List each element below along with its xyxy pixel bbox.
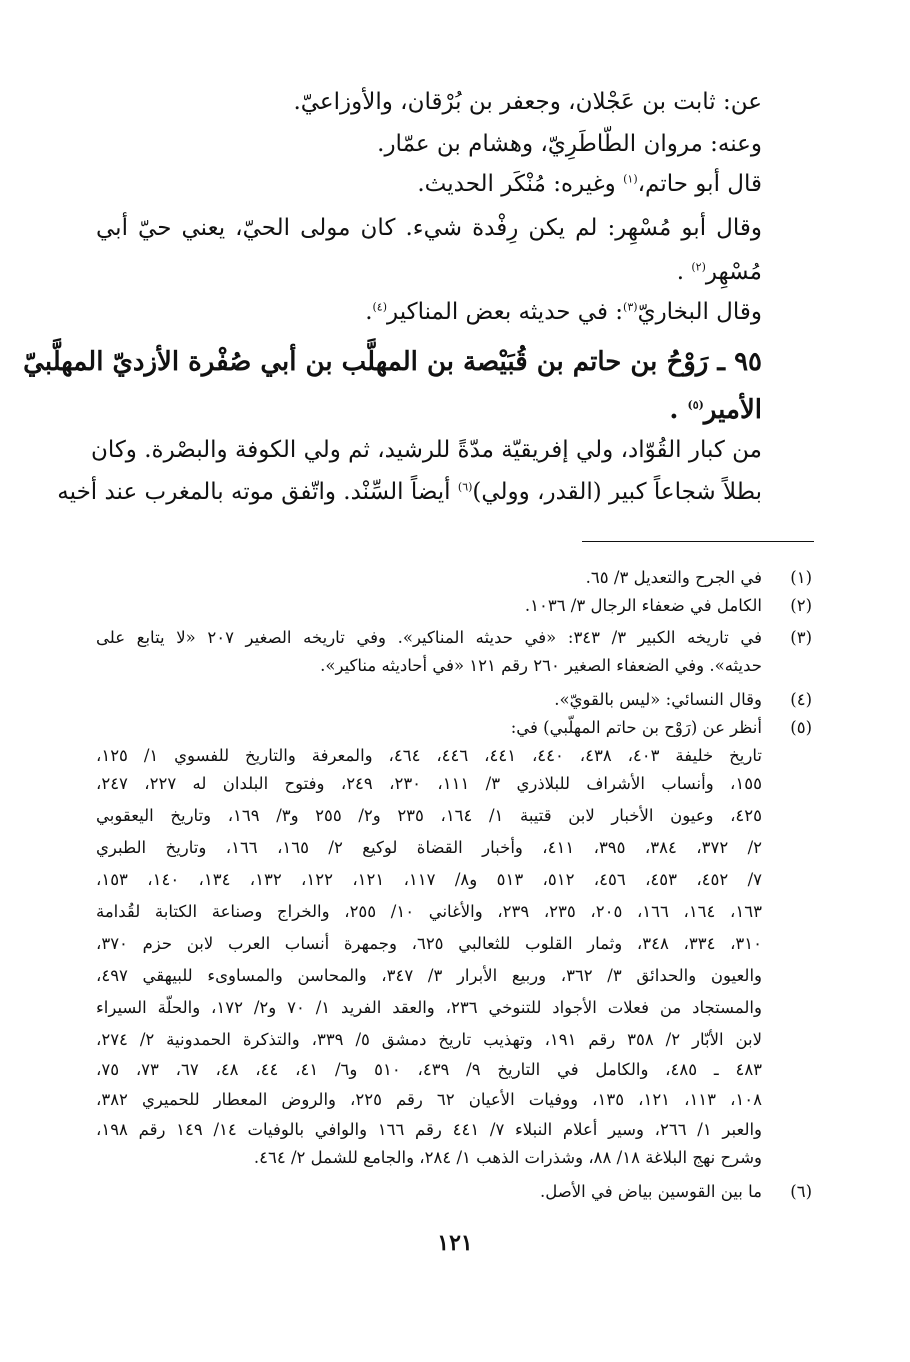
text-line-6: وقال البخاريّ$^{(٣)}$: في حديثه بعض المناكير$^{(٤)}$.	[365, 299, 762, 325]
footnote-ref: (٦)	[457, 480, 473, 494]
footnote-6: ما بين القوسين بياض في الأصل.	[539, 1182, 762, 1201]
footnote-5-line: ٢/ ٣٧٢، ٣٨٤، ٣٩٥، ٤١١، وأخبار القضاة لوكيع ٢/ ١٦٥، ١٦٦، وتاريخ الطبري	[96, 838, 763, 857]
footnote-2: الكامل في ضعفاء الرجال ٣/ ١٠٣٦.	[524, 596, 762, 615]
footnote-3-line-1: في تاريخه الكبير ٣/ ٣٤٣: «في حديثه المناكير». وفي تاريخه الصغير ٢٠٧ «لا يتابع على	[96, 628, 762, 647]
footnote-5-line: وشرح نهج البلاغة ١٨/ ٨٨، وشذرات الذهب ١/ ٢٨٤، والجامع للشمل ٢/ ٤٦٤.	[253, 1148, 762, 1167]
text-line-9: من كبار القُوّاد، ولي إفريقيّة مدّةً للرشيد، ثم ولي الكوفة والبصْرة. وكان	[90, 437, 762, 463]
text-line-2: وعنه: مروان الطّاطَرِيّ، وهشام بن عمّار.	[377, 131, 762, 157]
text-line-1: عن: ثابت بن عَجْلان، وجعفر بن بُرْقان، والأوزاعيّ.	[293, 89, 762, 115]
footnote-5-line: لابن الأبّار ٢/ ٣٥٨ رقم ١٩١، وتهذيب تاريخ دمشق ٥/ ٣٣٩، والتذكرة الحمدونية ٢/ ٢٧٤،	[96, 1030, 763, 1049]
entry-heading: ٩٥ ـ رَوْحُ بن حاتم بن قُبَيْصة بن المهلَّب بن أبي صُفْرة الأزديّ المهلَّبيّ	[23, 347, 762, 377]
footnote-3-line-2: حديثه». وفي الضعفاء الصغير ٢٦٠ رقم ١٢١ «في أحاديثه مناكير».	[320, 656, 762, 675]
footnote-5-line: والعبر ١/ ٢٦٦، وسير أعلام النبلاء ٧/ ٤٤١ رقم ١٦٦ والوافي بالوفيات ١٤/ ١٤٩ رقم ١٩٨،	[96, 1120, 763, 1139]
footnote-1: في الجرح والتعديل ٣/ ٦٥.	[585, 568, 762, 587]
footnote-5-line: ١٠٨، ١١٣، ١٢١، ١٣٥، ووفيات الأعيان ٦٢ رقم ٢٢٥، والروض المعطار للحميري ٣٨٢،	[96, 1090, 763, 1109]
text-line-3: قال أبو حاتم،$^{(١)}$ وغيره: مُنْكَر الحديث.	[417, 171, 762, 197]
footnote-separator	[582, 541, 814, 542]
footnote-5-line: والمستجاد من فعلات الأجواد للتنوخي ٢٣٦، والعقد الفريد ١/ ٧٠ و٢/ ١٧٢، والحلّة السيراء	[96, 998, 762, 1017]
footnote-number: (٢)	[790, 596, 812, 615]
text-line-10: بطلاً شجاعاً كبير (القدر، وولي)$^{(٦)}$ أيضاً السِّنْد. واتّفق موته بالمغرب عند أخيه	[57, 479, 762, 505]
footnote-5-line: ٤٢٥، وعيون الأخبار لابن قتيبة ١/ ١٦٤، ٢٣٥ و٢/ ٢٥٥ و٣/ ١٦٩، وتاريخ اليعقوبي	[96, 806, 762, 825]
footnote-5-line: ٣١٠، ٣٣٤، ٣٤٨، وثمار القلوب للثعالبي ٦٢٥، وجمهرة أنساب العرب لابن حزم ٣٧٠،	[96, 934, 763, 953]
footnote-ref: (٥)	[687, 398, 704, 412]
footnote-4: وقال النسائي: «ليس بالقويّ».	[554, 690, 762, 709]
footnote-5-line: والعيون والحدائق ٣/ ٣٦٢، وربيع الأبرار ٣/ ٣٤٧، والمحاسن والمساوىء للبيهقي ٤٩٧،	[96, 966, 763, 985]
footnote-5-line: ١٥٥، وأنساب الأشراف للبلاذري ٣/ ١١١، ٢٣٠، ٢٤٩، وفتوح البلدان له ٢٢٧، ٢٤٧،	[96, 774, 762, 793]
footnote-5-title: أنظر عن (رَوْح بن حاتم المهلّبي) في:	[510, 718, 762, 737]
footnote-ref: (١)	[623, 172, 638, 186]
page-number: ١٢١	[437, 1230, 473, 1256]
footnote-ref: (٤)	[372, 300, 388, 314]
footnote-number: (١)	[790, 568, 812, 587]
footnote-number: (٣)	[790, 628, 812, 647]
footnote-5-line: ٧/ ٤٥٢، ٤٥٣، ٤٥٦، ٥١٢، ٥١٣ و٨/ ١١٧، ١٢١، ١٢٢، ١٣٢، ١٣٤، ١٤٠، ١٥٣،	[96, 870, 763, 889]
footnote-number: (٥)	[790, 718, 812, 737]
footnote-number: (٤)	[790, 690, 812, 709]
entry-heading-cont: الأمير$^{(٥)}$ .	[669, 395, 762, 425]
text-line-4: وقال أبو مُسْهِر: لم يكن رِفْدة شيء. كان مولى الحيّ، يعني حيّ أبي	[96, 215, 762, 241]
footnote-ref: (٣)	[623, 300, 638, 314]
footnote-5-line: تاريخ خليفة ٤٠٣، ٤٣٨، ٤٤٠، ٤٤١، ٤٤٦، ٤٦٤، والمعرفة والتاريخ للفسوي ١/ ١٢٥،	[96, 746, 762, 765]
footnote-ref: (٢)	[691, 260, 706, 274]
text-line-5: مُسْهِر$^{(٢)}$ .	[676, 259, 762, 285]
footnote-number: (٦)	[790, 1182, 812, 1201]
footnote-5-line: ٤٨٣ ـ ٤٨٥، والكامل في التاريخ ٩/ ٤٣٩، ٥١٠ و٦/ ٤١، ٤٤، ٤٨، ٦٧، ٧٣، ٧٥،	[96, 1060, 763, 1079]
footnote-5-line: ١٦٣، ١٦٤، ١٦٦، ٢٠٥، ٢٣٥، ٢٣٩، والأغاني ١٠/ ٢٥٥، والخراج وصناعة الكتابة لقُدامة	[96, 902, 762, 921]
